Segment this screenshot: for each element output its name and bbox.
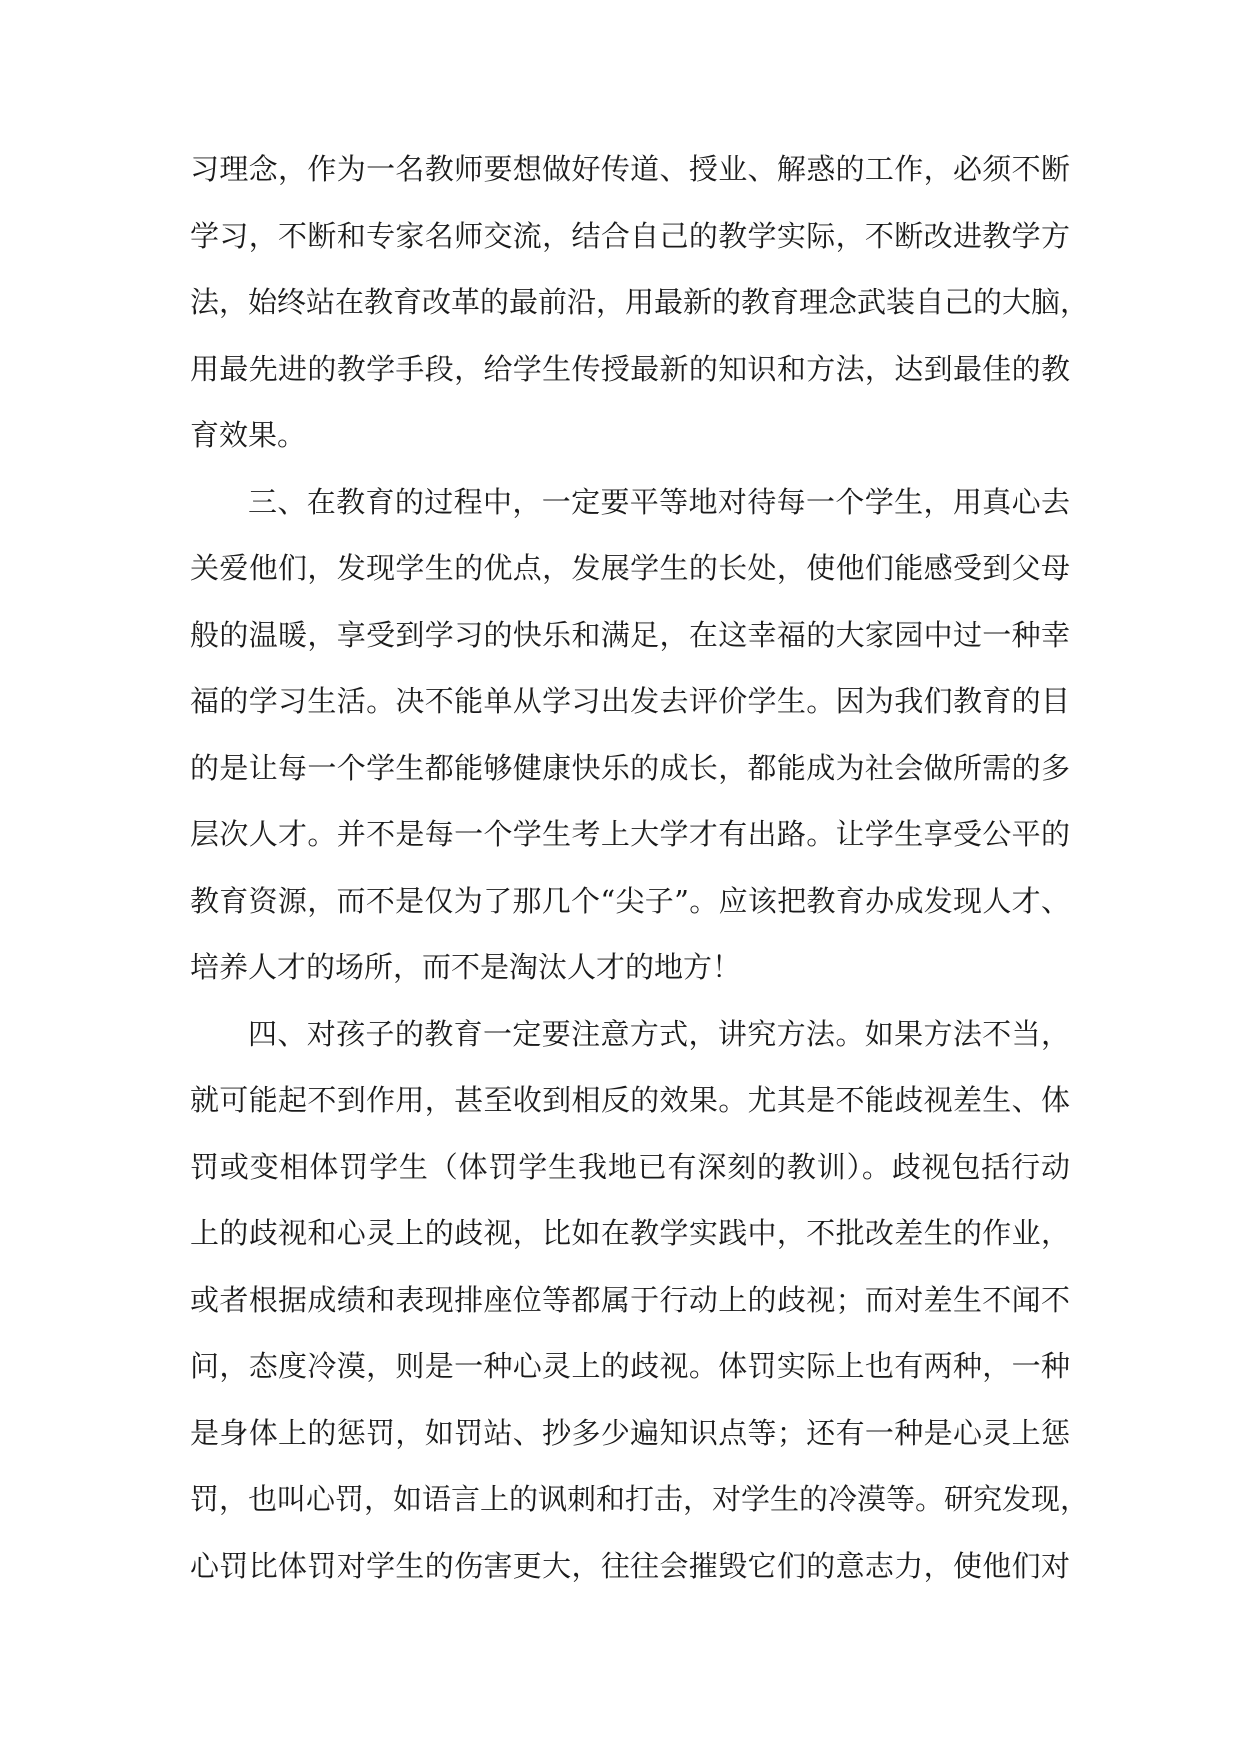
text-line: 四、对孩子的教育一定要注意方式，讲究方法。如果方法不当， bbox=[248, 1016, 1070, 1051]
text-line: 法，始终站在教育改革的最前沿，用最新的教育理念武装自己的大脑， bbox=[190, 285, 1090, 319]
text-line: 是身体上的惩罚，如罚站、抄多少遍知识点等；还有一种是心灵上惩 bbox=[190, 1415, 1070, 1450]
text-line: 心罚比体罚对学生的伤害更大，往往会摧毁它们的意志力，使他们对 bbox=[190, 1548, 1070, 1583]
document-body bbox=[190, 152, 1090, 1617]
text-line: 教育资源，而不是仅为了那几个“尖子”。应该把教育办成发现人才、 bbox=[190, 883, 1070, 918]
text-line: 学习，不断和专家名师交流，结合自己的教学实际，不断改进教学方 bbox=[190, 218, 1070, 253]
text-line: 问，态度冷漠，则是一种心灵上的歧视。体罚实际上也有两种，一种 bbox=[190, 1349, 1070, 1383]
text-line: 的是让每一个学生都能够健康快乐的成长，都能成为社会做所需的多 bbox=[190, 750, 1070, 785]
text-line: 层次人才。并不是每一个学生考上大学才有出路。让学生享受公平的 bbox=[190, 817, 1070, 851]
text-line: 培养人才的场所，而不是淘汰人才的地方！ bbox=[190, 950, 742, 984]
text-line: 关爱他们，发现学生的优点，发展学生的长处，使他们能感受到父母 bbox=[190, 551, 1070, 585]
text-line: 般的温暖，享受到学习的快乐和满足，在这幸福的大家园中过一种幸 bbox=[190, 617, 1070, 652]
text-line: 罚，也叫心罚，如语言上的讽刺和打击，对学生的冷漠等。研究发现， bbox=[190, 1482, 1090, 1516]
text-line: 用最先进的教学手段，给学生传授最新的知识和方法，达到最佳的教 bbox=[190, 351, 1070, 386]
text-line: 罚或变相体罚学生（体罚学生我地已有深刻的教训）。歧视包括行动 bbox=[190, 1149, 1070, 1184]
text-line: 上的歧视和心灵上的歧视，比如在教学实践中，不批改差生的作业， bbox=[190, 1216, 1070, 1250]
text-line: 福的学习生活。决不能单从学习出发去评价学生。因为我们教育的目 bbox=[190, 684, 1070, 718]
text-line: 或者根据成绩和表现排座位等都属于行动上的歧视；而对差生不闻不 bbox=[190, 1282, 1070, 1317]
text-line: 习理念，作为一名教师要想做好传道、授业、解惑的工作，必须不断 bbox=[190, 152, 1070, 186]
text-line: 就可能起不到作用，甚至收到相反的效果。尤其是不能歧视差生、体 bbox=[190, 1083, 1070, 1117]
text-line: 三、在教育的过程中，一定要平等地对待每一个学生，用真心去 bbox=[248, 484, 1070, 519]
text-line: 育效果。 bbox=[190, 418, 307, 452]
